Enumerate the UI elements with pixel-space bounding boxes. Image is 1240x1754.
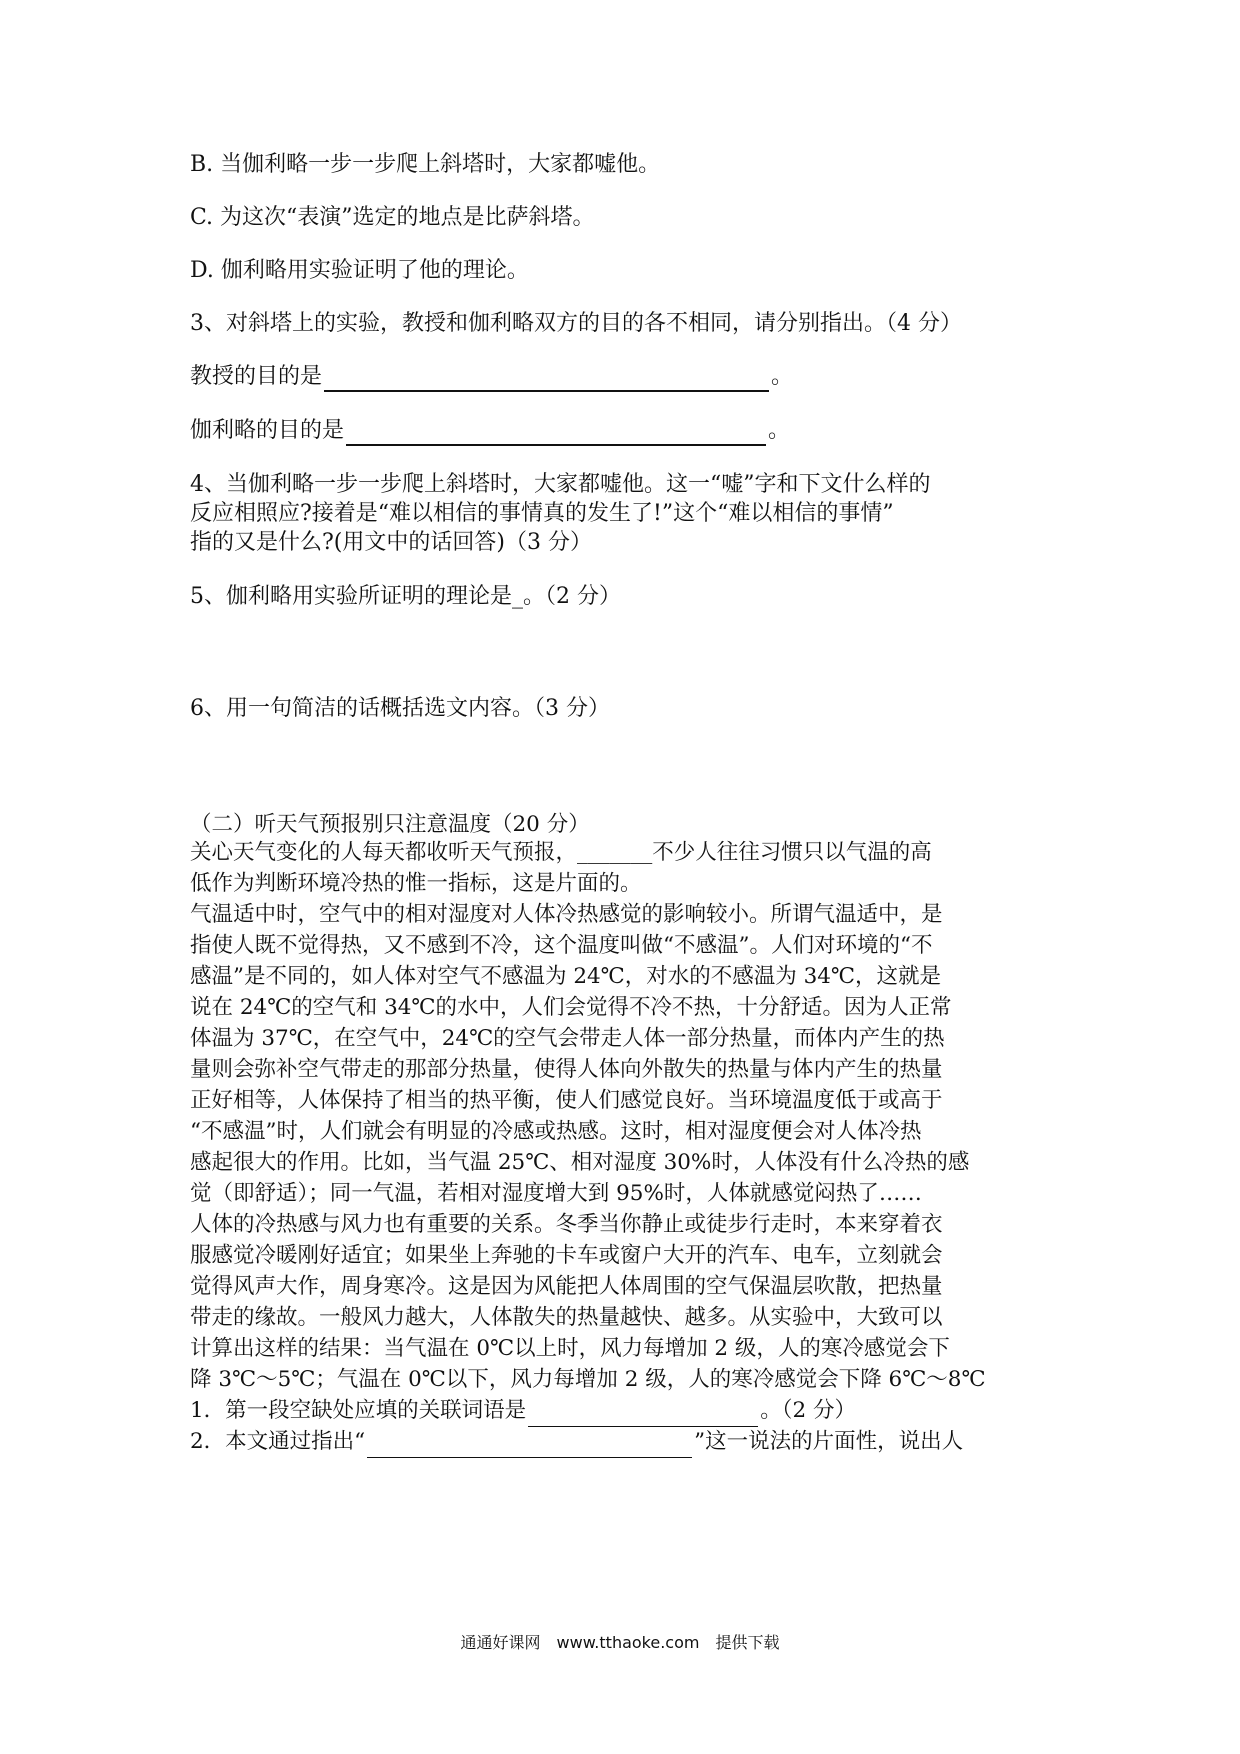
q3-galileo-prefix: 伽利略的目的是	[190, 418, 345, 443]
option-d: D. 伽利略用实验证明了他的理论。	[190, 258, 529, 283]
passage-line-13: 人体的冷热感与风力也有重要的关系。冬季当你静止或徒步行走时，本来穿着衣	[190, 1212, 943, 1237]
q3-galileo-answer-line	[190, 416, 790, 446]
section-2-question-2	[190, 1426, 963, 1458]
passage-line-9: 正好相等，人体保持了相当的热平衡，使人们感觉良好。当环境温度低于或高于	[190, 1088, 943, 1113]
s2-q1-prefix: 1．第一段空缺处应填的关联词语是	[190, 1398, 527, 1423]
q3-professor-blank[interactable]	[324, 368, 769, 392]
question-3: 3、对斜塔上的实验，教授和伽利略双方的目的各不相同，请分别指出。（4 分）	[190, 311, 962, 336]
passage-line-12: 觉（即舒适）；同一气温，若相对湿度增大到 95%时，人体就感觉闷热了……	[190, 1181, 922, 1206]
question-4-line-1: 4、当伽利略一步一步爬上斜塔时，大家都嘘他。这一“嘘”字和下文什么样的	[190, 472, 931, 497]
s2-q2-prefix: 2．本文通过指出“	[190, 1429, 366, 1454]
passage-line-11: 感起很大的作用。比如，当气温 25℃、相对湿度 30%时，人体没有什么冷热的感	[190, 1150, 970, 1175]
q3-galileo-blank[interactable]	[346, 422, 766, 446]
passage-line-17: 计算出这样的结果：当气温在 0℃以上时，风力每增加 2 级，人的寒冷感觉会下	[190, 1336, 950, 1361]
option-b: B. 当伽利略一步一步爬上斜塔时，大家都嘘他。	[190, 152, 661, 177]
question-4-line-3: 指的又是什么?(用文中的话回答)（3 分）	[190, 530, 592, 555]
section-2-title: （二）听天气预报别只注意温度（20 分）	[190, 812, 590, 837]
passage-line-7: 体温为 37℃，在空气中，24℃的空气会带走人体一部分热量，而体内产生的热	[190, 1026, 945, 1051]
passage-line-16: 带走的缘故。一般风力越大，人体散失的热量越快、越多。从实验中，大致可以	[190, 1305, 943, 1330]
question-4-line-2: 反应相照应?接着是“难以相信的事情真的发生了!”这个“难以相信的事情”	[190, 501, 894, 526]
q3-galileo-suffix: 。	[768, 418, 791, 443]
q3-professor-answer-line	[190, 362, 793, 392]
passage-line-15: 觉得风声大作，周身寒冷。这是因为风能把人体周围的空气保温层吹散，把热量	[190, 1274, 943, 1299]
s2-q1-blank[interactable]	[528, 1404, 758, 1427]
s2-q1-suffix: 。（2 分）	[760, 1398, 856, 1423]
page-footer: 通通好课网 www.tthaoke.com 提供下载	[460, 1633, 780, 1652]
option-c: C. 为这次“表演”选定的地点是比萨斜塔。	[190, 205, 595, 230]
question-6: 6、用一句简洁的话概括选文内容。（3 分）	[190, 696, 610, 721]
s2-q2-blank[interactable]	[367, 1435, 692, 1458]
q3-professor-suffix: 。	[771, 364, 794, 389]
s2-q2-suffix: ”这一说法的片面性，说出人	[694, 1429, 964, 1454]
section-2-question-1	[190, 1395, 856, 1427]
passage-line-14: 服感觉冷暖刚好适宜；如果坐上奔驰的卡车或窗户大开的汽车、电车，立刻就会	[190, 1243, 943, 1268]
passage-line-10: “不感温”时，人们就会有明显的冷感或热感。这时，相对湿度便会对人体冷热	[190, 1119, 922, 1144]
passage-line-2: 低作为判断环境冷热的惟一指标，这是片面的。	[190, 871, 642, 896]
passage-line-4: 指使人既不觉得热，又不感到不冷，这个温度叫做“不感温”。人们对环境的“不	[190, 933, 933, 958]
question-5: 5、伽利略用实验所证明的理论是_。（2 分）	[190, 584, 621, 609]
passage-line-5: 感温”是不同的，如人体对空气不感温为 24℃，对水的不感温为 34℃，这就是	[190, 964, 941, 989]
passage-line-6: 说在 24℃的空气和 34℃的水中，人们会觉得不冷不热，十分舒适。因为人正常	[190, 995, 952, 1020]
q3-professor-prefix: 教授的目的是	[190, 364, 323, 389]
passage-line-3: 气温适中时，空气中的相对湿度对人体冷热感觉的影响较小。所谓气温适中，是	[190, 902, 943, 927]
passage-line-1: 关心天气变化的人每天都收听天气预报，_______不少人往往习惯只以气温的高	[190, 840, 932, 865]
passage-line-18: 降 3℃～5℃；气温在 0℃以下，风力每增加 2 级，人的寒冷感觉会下降 6℃～8℃	[190, 1367, 986, 1392]
passage-line-8: 量则会弥补空气带走的那部分热量，使得人体向外散失的热量与体内产生的热量	[190, 1057, 943, 1082]
